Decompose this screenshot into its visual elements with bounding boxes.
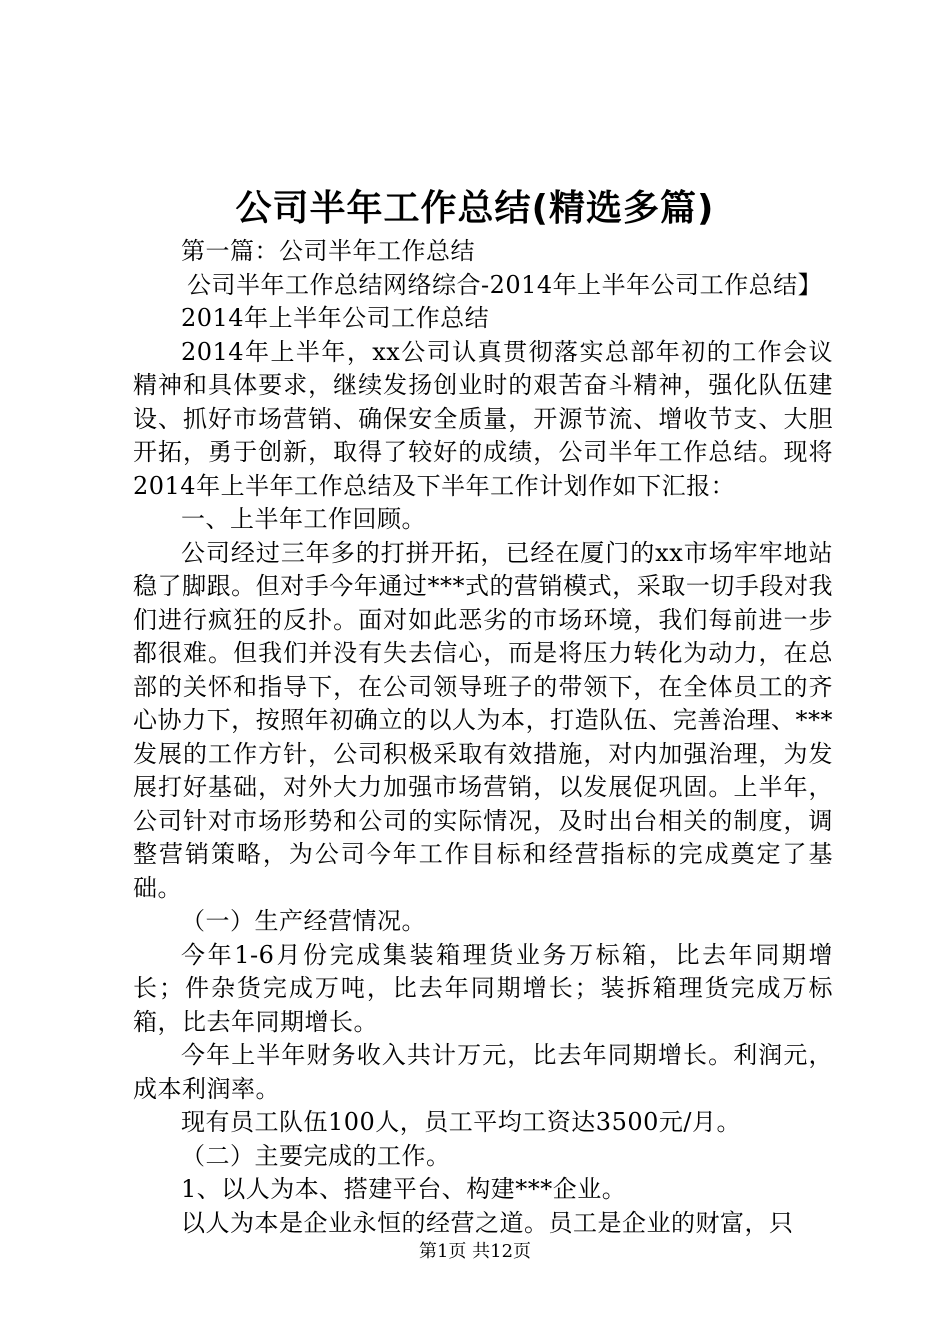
section-heading: 第一篇：公司半年工作总结: [181, 237, 475, 265]
paragraph: 以人为本是企业永恒的经营之道。员工是企业的财富，只: [181, 1208, 794, 1237]
paragraph: 现有员工队伍100人，员工平均工资达3500元/月。: [181, 1108, 741, 1136]
paragraph: 公司经过三年多的打拼开拓，已经在厦门的xx市场牢牢地站稳了脚跟。但对手今年通过***式的营销模式，采取一切手段对我们进行疯狂的反扑。面对如此恶劣的市场环境，我们每前进一步都很难。但我们并没有失去信心，而是将压力转化为动力，在总部的关怀和指导下，在公司领导班子的带领下，在全体员工的齐心协力下，按照年初确立的以人为本，打造队伍、完善治理、***发展的工作方针，公司积极采取有效措施，对内加强治理，为发展打好基础，对外大力加强市场营销，以发展促巩固。上半年，公司针对市场形势和公司的实际情况，及时出台相关的制度，调整营销策略，为公司今年工作目标和经营指标的完成奠定了基础。: [133, 538, 833, 902]
document-body: [133, 235, 833, 1240]
paragraph: 公司半年工作总结网络综合-2014年上半年公司工作总结】: [187, 270, 823, 299]
paragraph: 1、以人为本、搭建平台、构建***企业。: [181, 1175, 627, 1203]
paragraph: 一、上半年工作回顾。: [181, 505, 426, 533]
paragraph: （二）主要完成的工作。: [181, 1141, 451, 1170]
paragraph: 今年1-6月份完成集装箱理货业务万标箱，比去年同期增长；件杂货完成万吨，比去年同期增长；装拆箱理货完成万标箱，比去年同期增长。: [133, 940, 833, 1036]
paragraph: （一）生产经营情况。: [181, 907, 426, 935]
page-footer: 第1页 共12页: [418, 1241, 532, 1262]
paragraph: 今年上半年财务收入共计万元，比去年同期增长。利润元，成本利润率。: [133, 1041, 833, 1103]
paragraph: 2014年上半年公司工作总结: [181, 304, 490, 332]
document-title: 公司半年工作总结(精选多篇): [235, 188, 715, 229]
paragraph: 2014年上半年，xx公司认真贯彻落实总部年初的工作会议精神和具体要求，继续发扬创业时的艰苦奋斗精神，强化队伍建设、抓好市场营销、确保安全质量，开源节流、增收节支、大胆开拓，勇于创新，取得了较好的成绩，公司半年工作总结。现将2014年上半年工作总结及下半年工作计划作如下汇报：: [133, 337, 833, 500]
